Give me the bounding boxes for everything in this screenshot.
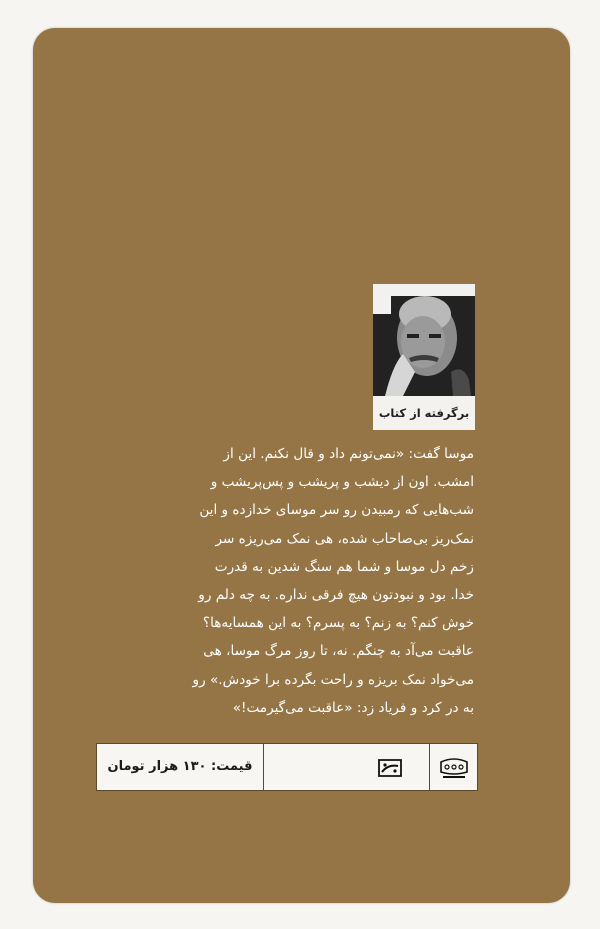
author-portrait-icon	[373, 284, 475, 396]
blurb-line: زخم دل موسا و شما هم سنگ شدین به قدرت	[214, 558, 474, 575]
logo-divider	[429, 744, 430, 790]
blurb-line: نمک‌ریز بی‌صاحاب شده، هی نمک می‌ریزه سر	[215, 530, 474, 547]
blurb-line: خدا. بود و نبودتون هیچ فرقی نداره. به چه دلم رو	[198, 587, 474, 604]
blurb-line: شب‌هایی که رمبیدن رو سر موسای خدازده و این	[199, 502, 474, 519]
price-label: قیمت: ۱۳۰ هزار تومان	[107, 759, 253, 774]
blurb-line: عاقبت می‌آد به چنگم. نه، تا روز مرگ موسا، هی	[203, 643, 474, 660]
blurb-line: موسا گفت: «نمی‌تونم داد و قال نکنم. این از	[223, 446, 474, 462]
source-label: برگرفته از کتاب	[373, 396, 475, 430]
blurb-text	[96, 440, 474, 722]
series-logo-icon	[437, 748, 471, 786]
blurb-line: به در کرد و فریاد زد: «عاقبت می‌گیرمت!»	[232, 699, 474, 716]
price-divider	[263, 744, 264, 790]
blurb-line: امشب. اون از دیشب و پریشب و پس‌پریشب و	[210, 474, 474, 491]
publisher-logo	[375, 748, 405, 786]
blurb-line: می‌خواد نمک بریزه و راحت بگرده برا خودش.» رو	[192, 671, 474, 688]
publisher-logo-icon	[375, 748, 405, 786]
series-logo	[437, 748, 471, 786]
blurb-line: خوش کنم؟ به زنم؟ به پسرم؟ به این همسایه‌ها؟	[202, 615, 474, 632]
author-portrait	[373, 284, 475, 396]
price-bar	[96, 743, 478, 791]
